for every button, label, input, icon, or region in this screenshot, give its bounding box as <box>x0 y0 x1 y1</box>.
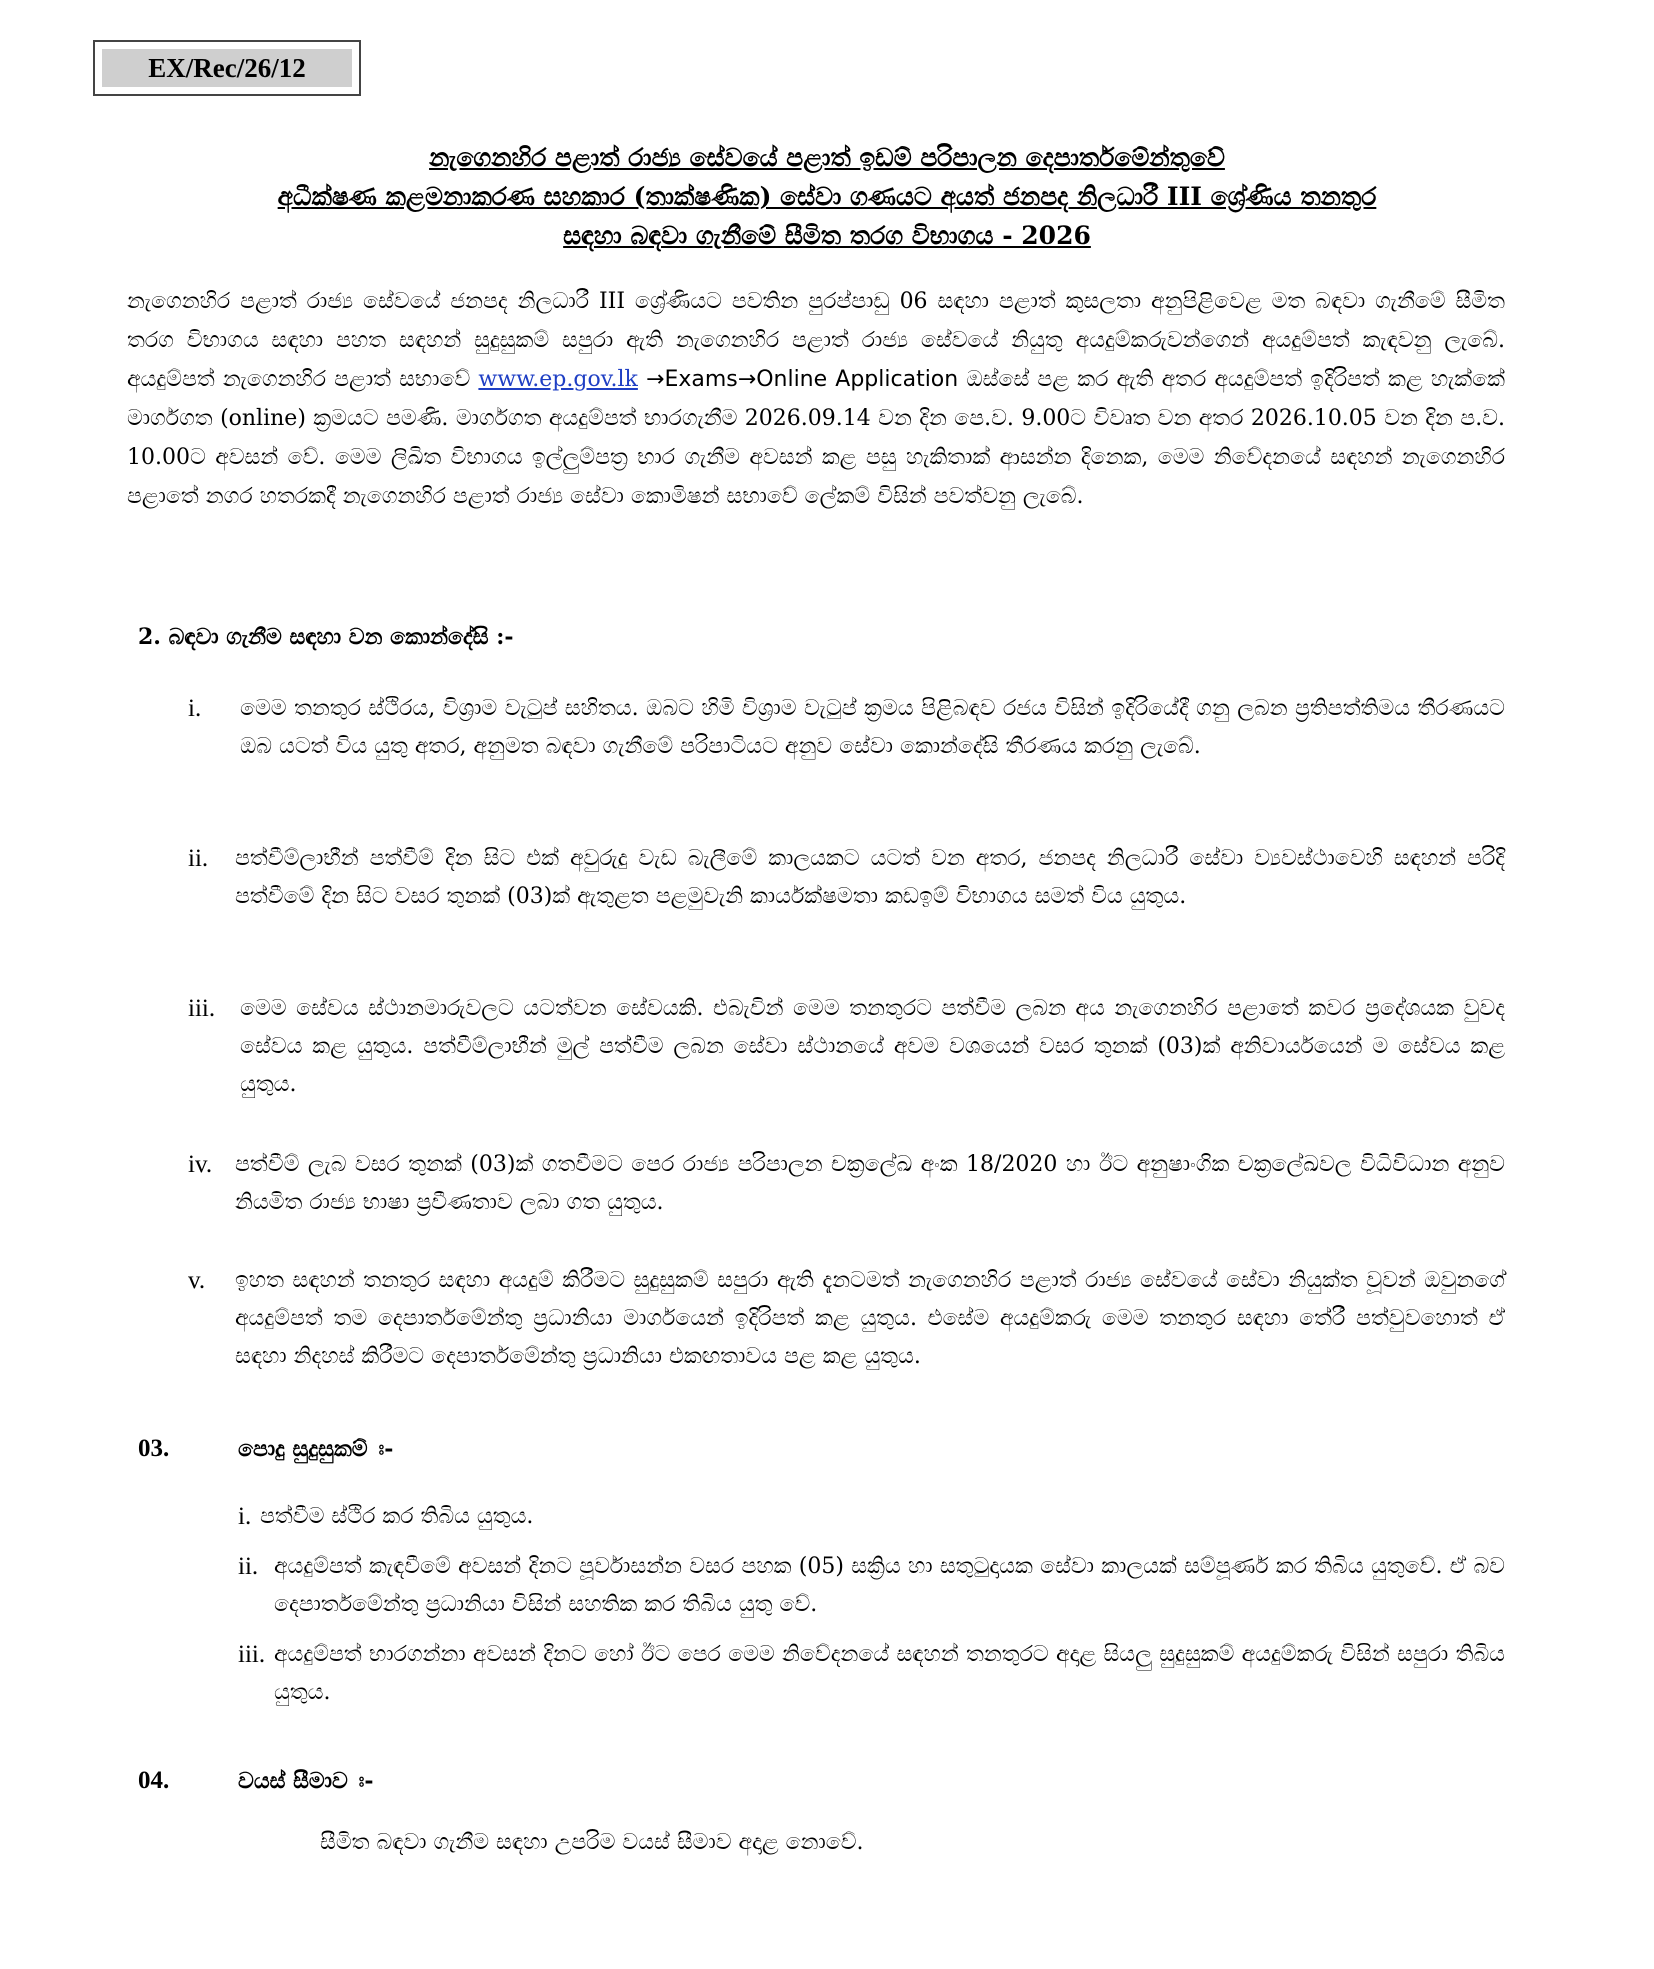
title-line-1: නැගෙනහිර පළාත් රාජ්‍ය සේවයේ පළාත් ඉඩම් පරිපාලන දෙපාර්තමේන්තුවේ <box>429 143 1225 172</box>
qualification-item-1 <box>238 1498 1505 1536</box>
section-4-heading: වයස් සීමාව ඃ- <box>238 1768 374 1794</box>
intro-text-1: නැගෙනහිර පළාත් රාජ්‍ය සේවයේ ජනපද නිලධාරී III ශ්‍රේණියට පවතින පුරප්පාඩු 06 සඳහා පළාත් කුසලතා අනුපිළිවෙළ මත බඳවා ගැනීමේ සීමිත තරග විභාගය සඳහා පහත සඳහන් සුදුසුකම් සපුරා ඇති නැගෙනහිර පළාත් රාජ්‍ය සේවයේ නියුතු අයදුම්කරුවන්ගෙන් අයදුම්පත් කැඳවනු ලැබේ. අයදුම්පත් නැගෙනහිර පළාත් සභාවේ <box>127 289 1505 392</box>
document-title <box>150 138 1504 255</box>
title-line-3: සඳහා බඳවා ගැනීමේ සීමිත තරග විභාගය - 2026 <box>563 221 1091 250</box>
reference-number: EX/Rec/26/12 <box>102 49 352 87</box>
condition-item-3 <box>188 990 1505 1104</box>
item-text: මෙම තනතුර ස්ථිරය, විශ්‍රාම වැටුප් සහිතය. ඔබට හිමි විශ්‍රාම වැටුප් ක්‍රමය පිළිබඳව රජය විසින් ඉදිරියේදී ගනු ලබන ප්‍රතිපත්තිමය තීරණයට ඔබ යටත් විය යුතු අතර, අනුමත බඳවා ගැනීමේ පරිපාටියට අනුව සේවා කොන්දේසි තීරණය කරනු ලැබේ. <box>240 696 1505 759</box>
item-number: i. <box>238 1503 252 1530</box>
reference-box <box>93 40 361 96</box>
qualification-item-2 <box>238 1548 1505 1624</box>
item-number: v. <box>188 1267 206 1294</box>
intro-text-2: ඔස්සේ පළ කර ඇති අතර අයදුම්පත් ඉදිරිපත් කළ හැක්කේ මාර්ගගත (online) ක්‍රමයට පමණි. මාර්ගගත අයදුම්පත් භාරගැනීම 2026.09.14 වන දින පෙ.ව. 9.00ට විවෘත වන අතර 2026.10.05 වන දින ප.ව. 10.00ට අවසන් වේ. මෙම ලිඛිත විභාගය ඉල්ලුම්පත්‍ර භාර ගැනීම අවසන් කළ පසු හැකිතාක් ආසන්න දිනෙක, මෙම නිවේදනයේ සඳහන් නැගෙනහිර පළාතේ නගර හතරකදී නැගෙනහිර පළාත් රාජ්‍ය සේවා කොමිෂන් සභාවේ ලේකම් විසින් පවත්වනු ලැබේ. <box>127 367 1505 509</box>
section-3-heading: පොදු සුදුසුකම් ඃ- <box>238 1436 394 1462</box>
condition-item-4 <box>188 1146 1505 1222</box>
website-path: →Exams→Online Application <box>646 367 959 392</box>
item-text: පත්වීම ස්ථිර කර තිබිය යුතුය. <box>260 1504 534 1529</box>
condition-item-5 <box>188 1262 1505 1376</box>
item-text: ඉහත සඳහන් තනතුර සඳහා අයදුම් කිරීමට සුදුසුකම් සපුරා ඇති දැනටමත් නැගෙනහිර පළාත් රාජ්‍ය සේවයේ සේවා නියුක්ත වූවන් ඔවුනගේ අයදුම්පත් තම දෙපාර්තමේන්තු ප්‍රධානියා මාර්ගයෙන් ඉදිරිපත් කළ යුතුය. එසේම අයදුම්කරු මෙම තනතුර සඳහා තේරී පත්වුවහොත් ඒ සඳහා නිදහස් කිරීමට දෙපාර්තමේන්තු ප්‍රධානියා එකඟතාවය පළ කළ යුතුය. <box>235 1268 1505 1369</box>
item-number: iv. <box>188 1151 213 1178</box>
condition-item-1 <box>188 690 1505 766</box>
item-number: iii. <box>188 995 216 1022</box>
item-number: i. <box>188 695 202 722</box>
item-number: ii. <box>188 845 209 872</box>
item-text: පත්වීම්ලාභීන් පත්වීම් දින සිට එක් අවුරුදු වැඩ බැලීමේ කාලයකට යටත් වන අතර, ජනපද නිලධාරී සේවා ව්‍යවස්ථාවෙහි සඳහන් පරිදි පත්වීමේ දින සිට වසර තුනක් (03)ක් ඇතුළත පළමුවැනි කාර්යක්ෂමතා කඩඉම් විභාගය සමත් විය යුතුය. <box>235 846 1505 909</box>
item-text: අයදුම්පත් කැඳවීමේ අවසන් දිනට පූර්වාසන්න වසර පහක (05) සක්‍රිය හා සතුටුදායක සේවා කාලයක් සම්පූර්ණ කර තිබිය යුතුවේ. ඒ බව දෙපාර්තමේන්තු ප්‍රධානියා විසින් සහතික කර තිබිය යුතු වේ. <box>274 1554 1505 1617</box>
intro-paragraph <box>127 282 1505 516</box>
qualification-item-3 <box>238 1636 1505 1712</box>
age-limit-text: සීමිත බඳවා ගැනීම සඳහා උපරිම වයස් සීමාව අදාළ නොවේ. <box>320 1830 864 1855</box>
section-2-heading: 2. බඳවා ගැනීම සඳහා වන කොන්දේසි :- <box>138 624 514 650</box>
website-link[interactable]: www.ep.gov.lk <box>478 367 638 392</box>
item-text: මෙම සේවය ස්ථානමාරුවලට යටත්වන සේවයකි. එබැවින් මෙම තනතුරට පත්වීම ලබන අය නැගෙනහිර පළාතේ කවර ප්‍රදේශයක වුවද සේවය කළ යුතුය. පත්වීම්ලාභීන් මුල් පත්වීම ලබන සේවා ස්ථානයේ අවම වශයෙන් වසර තුනක් (03)ක් අනිවාර්යයෙන් ම සේවය කළ යුතුය. <box>240 996 1505 1097</box>
item-text: අයදුම්පත් භාරගන්නා අවසන් දිනට හෝ ඊට පෙර මෙම නිවේදනයේ සඳහන් තනතුරට අදාළ සියලු සුදුසුකම් අයදුම්කරු විසින් සපුරා තිබිය යුතුය. <box>274 1642 1505 1705</box>
item-text: පත්වීම් ලැබ වසර තුනක් (03)ක් ගතවීමට පෙර රාජ්‍ය පරිපාලන චක්‍රලේඛ අංක 18/2020 හා ඊට අනුෂාංගික චක්‍රලේඛවල විධිවිධාන අනුව නියමිත රාජ්‍ය භාෂා ප්‍රවීණතාව ලබා ගත යුතුය. <box>235 1152 1505 1215</box>
section-3-number: 03. <box>138 1435 170 1462</box>
title-line-2: අධීක්ෂණ කළමනාකරණ සහකාර (තාක්ෂණික) සේවා ගණයට අයත් ජනපද නිලධාරී III ශ්‍රේණිය තනතුර <box>277 182 1377 211</box>
condition-item-2 <box>188 840 1505 916</box>
section-4-number: 04. <box>138 1767 170 1794</box>
item-number: iii. <box>238 1641 266 1668</box>
item-number: ii. <box>238 1553 259 1580</box>
